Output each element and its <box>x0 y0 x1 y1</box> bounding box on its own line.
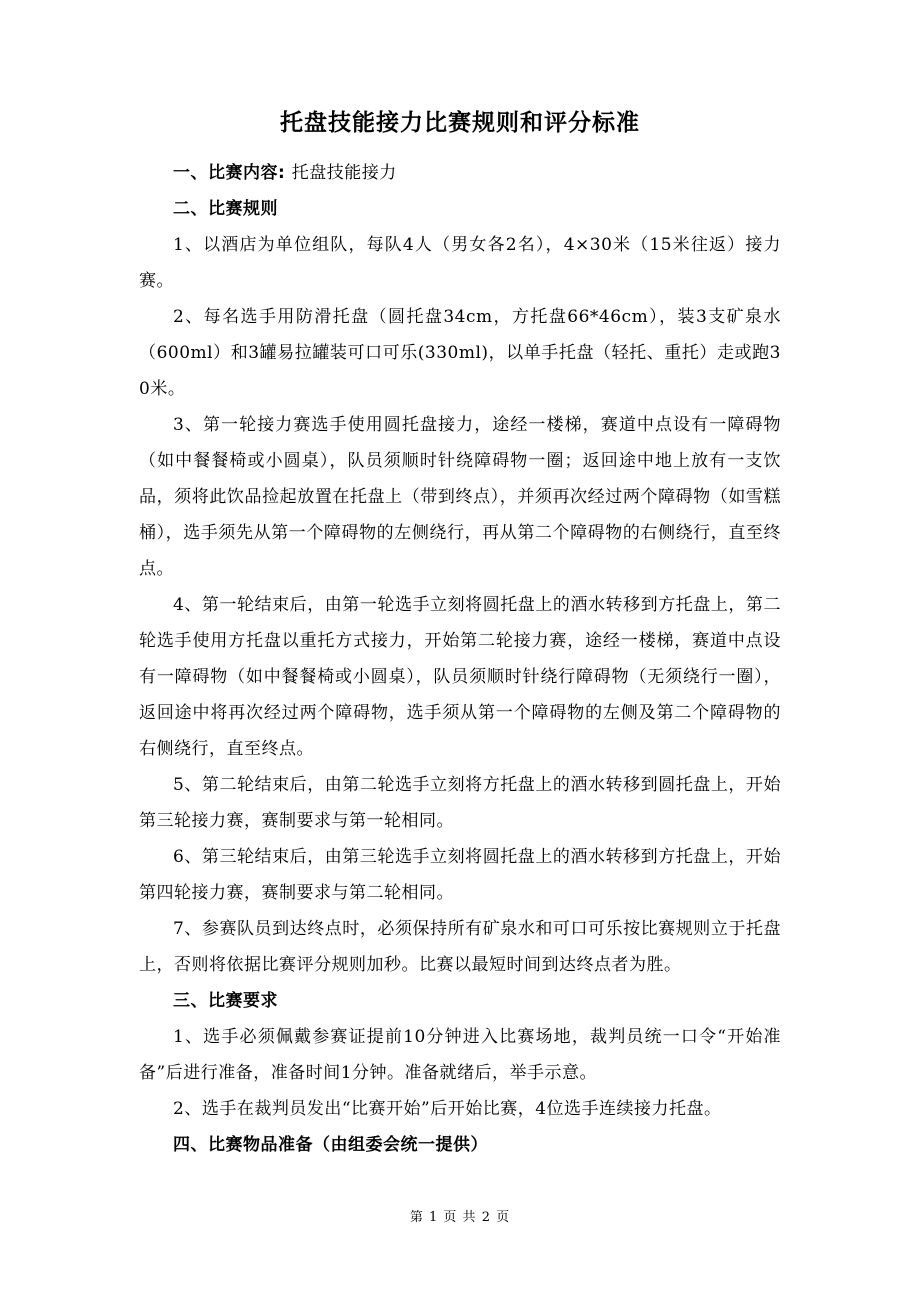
page-footer: 第 1 页 共 2 页 <box>409 1210 511 1225</box>
section-1 <box>139 155 781 191</box>
section-2-heading: 二、比赛规则 <box>173 199 278 219</box>
requirement-item-2: 2、选手在裁判员发出“比赛开始”后开始比赛，4位选手连续接力托盘。 <box>173 1099 722 1119</box>
section-4-heading: 四、比赛物品准备（由组委会统一提供） <box>173 1135 488 1155</box>
section-3-heading: 三、比赛要求 <box>173 991 278 1011</box>
section-1-heading: 一、比赛内容: <box>173 163 286 183</box>
rule-item-4: 4、第一轮结束后，由第一轮选手立刻将圆托盘上的酒水转移到方托盘上，第二轮选手使用方托盘以重托方式接力，开始第二轮接力赛，途经一楼梯，赛道中点设有一障碍物（如中餐餐椅或小圆桌），队员须顺时针绕行障碍物（无须绕行一圈），返回途中将再次经过两个障碍物，选手须从第一个障碍物的左侧及第二个障碍物的右侧绕行，直至终点。 <box>139 595 781 759</box>
requirement-item-1: 1、选手必须佩戴参赛证提前10分钟进入比赛场地，裁判员统一口令“开始准备”后进行准备，准备时间1分钟。准备就绪后，举手示意。 <box>139 1027 781 1083</box>
rule-item-1: 1、以酒店为单位组队，每队4人（男女各2名），4×30米（15米往返）接力赛。 <box>139 235 781 291</box>
rule-item-3: 3、第一轮接力赛选手使用圆托盘接力，途经一楼梯，赛道中点设有一障碍物（如中餐餐椅或小圆桌），队员须顺时针绕障碍物一圈；返回途中地上放有一支饮品，须将此饮品捡起放置在托盘上（带到终点），并须再次经过两个障碍物（如雪糕桶），选手须先从第一个障碍物的左侧绕行，再从第二个障碍物的右侧绕行，直至终点。 <box>139 415 781 579</box>
document-title: 托盘技能接力比赛规则和评分标准 <box>280 110 640 136</box>
rule-item-6: 6、第三轮结束后，由第三轮选手立刻将圆托盘上的酒水转移到方托盘上，开始第四轮接力赛，赛制要求与第二轮相同。 <box>139 847 781 903</box>
rule-item-2: 2、每名选手用防滑托盘（圆托盘34cm，方托盘66*46cm），装3支矿泉水（600ml）和3罐易拉罐装可口可乐(330ml)，以单手托盘（轻托、重托）走或跑30米。 <box>139 307 781 399</box>
document-body <box>139 155 781 1163</box>
rule-item-5: 5、第二轮结束后，由第二轮选手立刻将方托盘上的酒水转移到圆托盘上，开始第三轮接力赛，赛制要求与第一轮相同。 <box>139 775 781 831</box>
section-1-text: 托盘技能接力 <box>291 163 397 183</box>
rule-item-7: 7、参赛队员到达终点时，必须保持所有矿泉水和可口可乐按比赛规则立于托盘上，否则将依据比赛评分规则加秒。比赛以最短时间到达终点者为胜。 <box>139 919 781 975</box>
